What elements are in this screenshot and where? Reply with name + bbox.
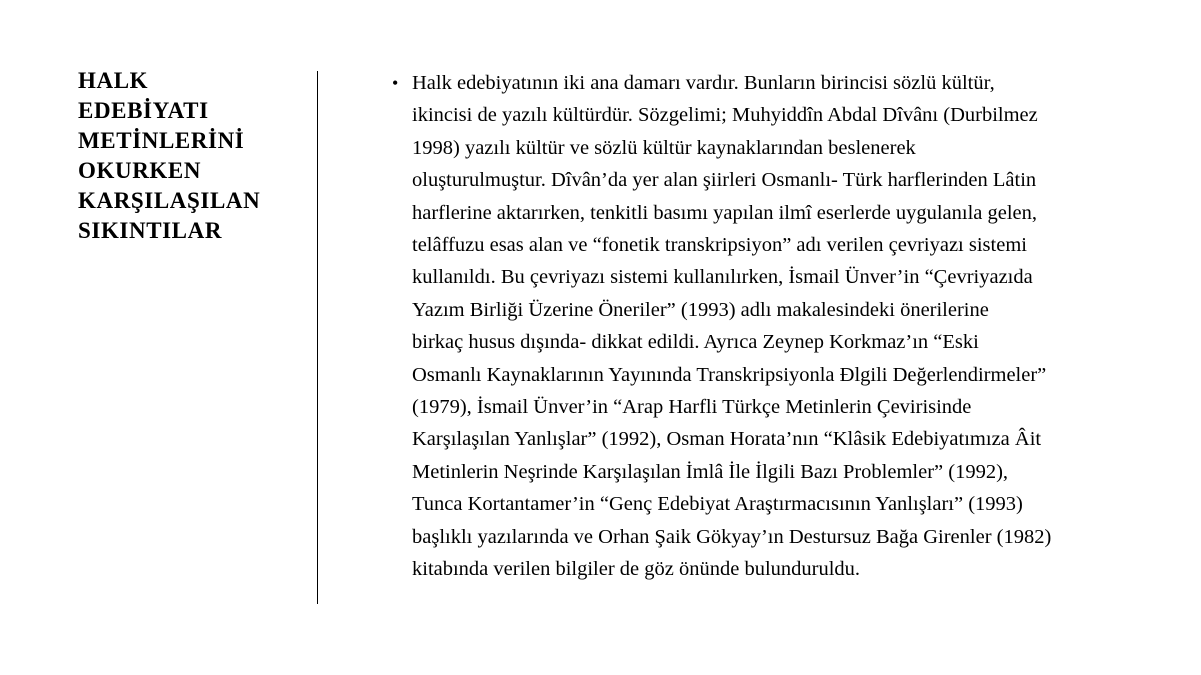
body-text bbox=[392, 67, 1132, 586]
title-line: OKURKEN bbox=[78, 158, 202, 183]
title-line: KARŞILAŞILAN bbox=[78, 188, 261, 213]
body-line: başlıklı yazılarında ve Orhan Şaik Gökyay’ın Destursuz Bağa Girenler (1982) bbox=[412, 525, 1052, 548]
title-line: METİNLERİNİ bbox=[78, 128, 245, 153]
body-line: ikincisi de yazılı kültürdür. Sözgelimi; Muhyiddîn Abdal Dîvânı (Durbilmez bbox=[412, 104, 1038, 127]
body-line: birkaç husus dışında- dikkat edildi. Ayrıca Zeynep Korkmaz’ın “Eski bbox=[412, 331, 979, 354]
title-line: SIKINTILAR bbox=[78, 218, 223, 243]
body-line: (1979), İsmail Ünver’in “Arap Harfli Türkçe Metinlerin Çevirisinde bbox=[412, 396, 972, 419]
body-line: harflerine aktarırken, tenkitli basımı yapılan ilmî eserlerde uygulanıla gelen, bbox=[412, 201, 1038, 224]
body-line: kullanıldı. Bu çevriyazı sistemi kullanılırken, İsmail Ünver’in “Çevriyazıda bbox=[412, 266, 1033, 289]
body-line: kitabında verilen bilgiler de göz önünde bulunduruldu. bbox=[412, 558, 861, 581]
body-line: Yazım Birliği Üzerine Öneriler” (1993) adlı makalesindeki önerilerine bbox=[412, 298, 989, 321]
bullet-paragraph bbox=[392, 67, 1132, 586]
slide-title bbox=[78, 66, 298, 246]
body-line: Halk edebiyatının iki ana damarı vardır. Bunların birincisi sözlü kültür, bbox=[412, 72, 995, 94]
body-line: 1998) yazılı kültür ve sözlü kültür kaynaklarından beslenerek bbox=[412, 136, 916, 159]
body-line: Osmanlı Kaynaklarının Yayınında Transkripsiyonla Đlgili Değerlendirmeler” bbox=[412, 363, 1047, 386]
body-line: Tunca Kortantamer’in “Genç Edebiyat Araştırmacısının Yanlışları” (1993) bbox=[412, 493, 1023, 516]
body-line: oluşturulmuştur. Dîvân’da yer alan şiirleri Osmanlı- Türk harflerinden Lâtin bbox=[412, 169, 1037, 192]
bullet-icon: • bbox=[392, 73, 399, 93]
vertical-divider bbox=[317, 71, 318, 604]
title-line: HALK bbox=[78, 68, 149, 93]
body-line: Metinlerin Neşrinde Karşılaşılan İmlâ İle İlgili Bazı Problemler” (1992), bbox=[412, 460, 1009, 483]
title-line: EDEBİYATI bbox=[78, 98, 209, 123]
body-line: telâffuzu esas alan ve “fonetik transkripsiyon” adı verilen çevriyazı sistemi bbox=[412, 234, 1027, 257]
body-line: Karşılaşılan Yanlışlar” (1992), Osman Horata’nın “Klâsik Edebiyatımıza Âit bbox=[412, 428, 1042, 451]
